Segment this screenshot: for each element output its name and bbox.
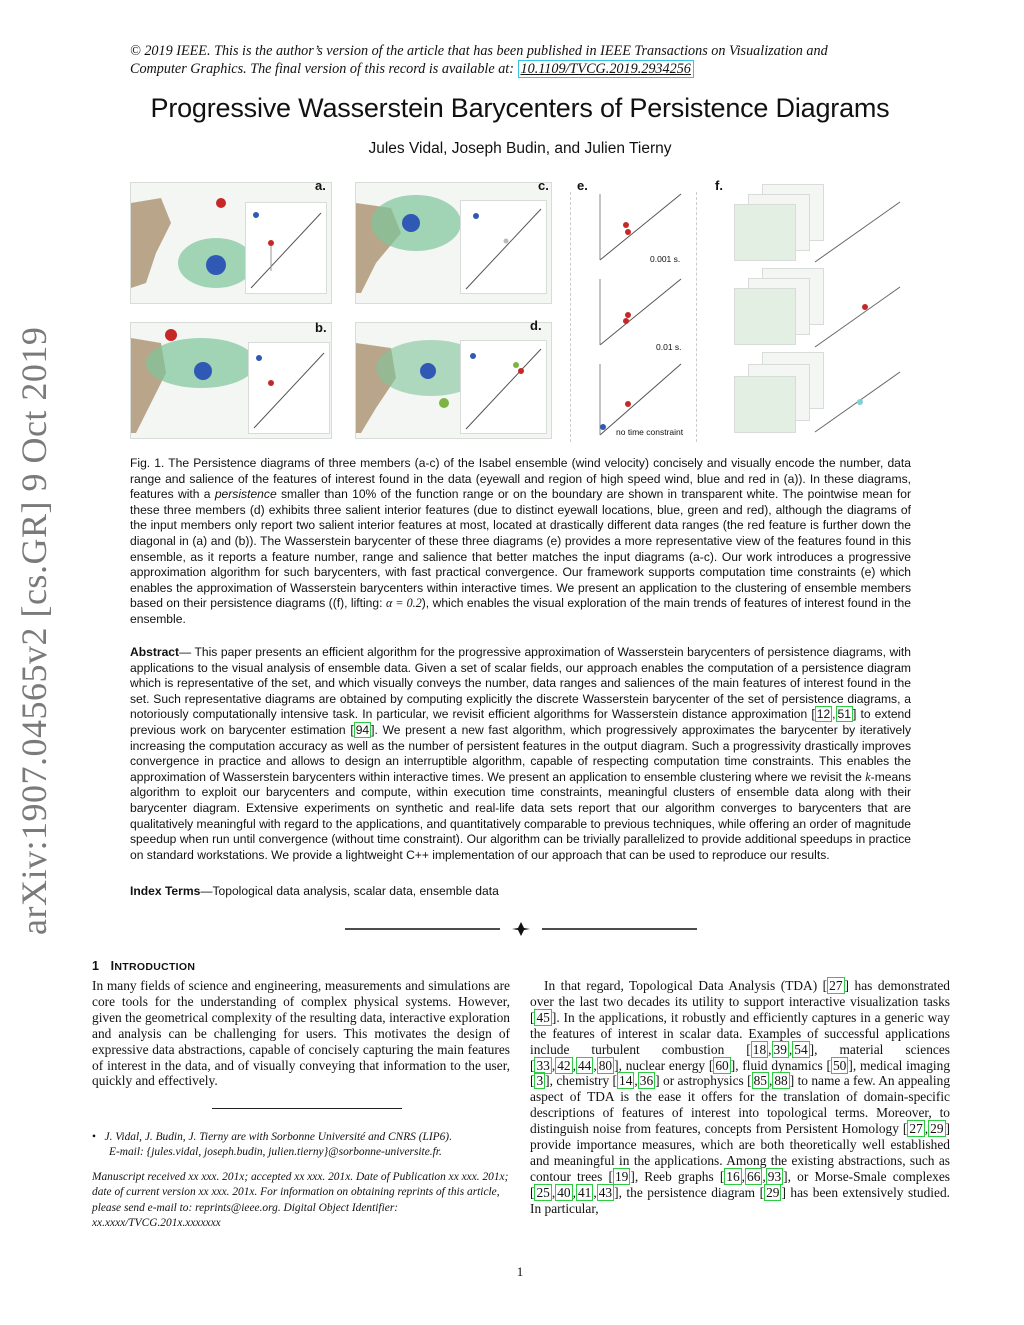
label-b: b.: [315, 320, 327, 335]
citation-29[interactable]: 29: [930, 1121, 944, 1137]
citation-12[interactable]: 12: [816, 707, 831, 722]
caption-persistence: persistence: [214, 487, 277, 502]
footnote-bullet: •: [92, 1131, 96, 1143]
p2-text-13: , or Morse-Smale complexes: [787, 1168, 950, 1184]
time-label-2: 0.01 s.: [656, 342, 682, 352]
diamond-ornament-icon: [512, 922, 530, 936]
citation-16[interactable]: 16: [726, 1168, 740, 1184]
p2-text-6: , fluid dynamics: [735, 1057, 823, 1073]
p2-text-11: provide importance measures, which are both theoretically well established and meaningful in the applications. Among the existing abstractions, such as contour trees: [530, 1137, 950, 1184]
panel-b-diagonal: [254, 353, 324, 428]
citation-85[interactable]: 85: [753, 1073, 767, 1089]
cluster-diagrams: [810, 182, 910, 442]
citation-29b[interactable]: 29: [766, 1184, 780, 1200]
doi-link[interactable]: 10.1109/TVCG.2019.2934256: [518, 60, 694, 78]
p2-text-2: has demonstrated over the last two decades its utility to support interactive visualization tasks: [530, 978, 950, 1009]
citation-44[interactable]: 44: [577, 1057, 592, 1073]
panel-b-diagram: [248, 342, 330, 434]
citation-51[interactable]: 51: [837, 707, 851, 722]
cluster-2-member-3: [734, 288, 796, 345]
manuscript-footnote: Manuscript received xx xxx. 201x; accepted xx xxx. 201x. Date of Publication xx xxx. 201x; date of current version xx xxx. 201x. For information on obtaining reprints of this article, please send e-mail to: reprints@ieee.org. Digital Object Identifier: xx.xxxx/TVCG.201x.xxxxxxx: [92, 1171, 509, 1230]
index-terms-text: —Topological data analysis, scalar data, ensemble data: [200, 884, 499, 898]
cluster-1-member-3: [734, 204, 796, 261]
p2-text-7: , medical imaging: [852, 1057, 951, 1073]
panel-d-point-red: [518, 368, 524, 374]
section-separator: [345, 921, 697, 937]
panel-c-diagram: [460, 200, 547, 294]
abstract-label: Abstract: [130, 645, 180, 659]
label-a: a.: [315, 178, 326, 193]
p2-text-3: . In the applications, it robustly and efficiently captures in a generic way the features of interest in scalar data. Examples of successful applications include turbulent combustion: [530, 1009, 950, 1057]
caption-text-3: ), which enables the visual exploration of the main trends of features of interest found in the ensemble.: [130, 596, 911, 626]
panel-e-separator-right: [696, 192, 697, 442]
citation-66[interactable]: 66: [747, 1168, 761, 1184]
caption-math: α = 0.2: [385, 596, 422, 611]
panel-b-point-blue: [256, 355, 262, 361]
section-title-initial: I: [110, 959, 115, 973]
panel-e-point-red-1b: [623, 222, 629, 228]
time-label-1: 0.001 s.: [650, 254, 681, 264]
caption-prefix: Fig. 1.: [130, 456, 165, 470]
page-number: 1: [516, 1264, 524, 1279]
panel-d-point-blue: [470, 353, 476, 359]
panel-e-diagram-2: [598, 277, 683, 347]
citation-40[interactable]: 40: [557, 1184, 571, 1200]
arxiv-stamp: arXiv:1907.04565v2 [cs.GR] 9 Oct 2019: [14, 326, 54, 935]
abstract-text-1: — This paper presents an efficient algorithm for the progressive approximation of Wasserstein barycenters of persistence diagrams, with applications to the visual analysis of ensemble data. Given a set of scalar fields, our approach enables the computation of a persistence diagram which is representative of the set, and which visually conveys the number, data ranges and saliences of the main features of interest found in the set. Such representative diagrams are obtained by computing explicitly the discrete Wasserstein barycenter of the set of persistence diagrams, a notoriously computationally intensive task. In particular, we revisit efficient algorithms for Wasserstein distance approximation: [130, 645, 911, 722]
panel-c-eye: [402, 214, 420, 232]
affiliation-line-1: [92, 1130, 510, 1145]
panel-c-diagram-plot: [461, 201, 546, 293]
panel-d-diagram-plot: [461, 341, 546, 433]
citation-33[interactable]: 33: [536, 1057, 550, 1073]
panel-a-diagram: [245, 202, 327, 294]
intro-paragraph-2: In that regard, Topological Data Analysis (TDA) [ 27 ] has demonstrated over the last two decades its utility to support interactive visualization tasks [ 45 ]. In the applications, it robustly and efficiently captures in a generic way the features of interest in scalar data. Examples of successful applications include turbulent combustion [ 18 , 39 , 54 ], material sciences [ 33 , 42 , 44 , 80 ], nuclear energy [ 60 ], fluid dynamics [ 50 ], medical imaging [ 3 ], chemistry [ 14 , 36 ] or astrophysics [ 85 , 88 ] to name a few. An appealing aspect of TDA is the ease it offers for the translation of domain-specific descriptions of features of interest into topological terms. Moreover, to distinguish noise from features, concepts from Persistent Homology [ 27 , 29 ] provide importance measures, which are both theoretically well established and meaningful in the applications. Among the existing abstractions, such as contour trees [ 19 ], Reeb graphs [ 16 , 66 , 93 ], or Morse-Smale complexes [ 25 , 40 , 41 , 43 ], the persistence diagram [ 29 ] has been extensively studied. In particular,: [530, 978, 951, 1216]
abstract-k-variable: k: [865, 769, 871, 784]
panel-e-diagram-1: [598, 192, 683, 262]
citation-27b[interactable]: 27: [909, 1121, 923, 1137]
citation-36[interactable]: 36: [639, 1073, 654, 1089]
panel-e-plot-2: [598, 277, 683, 347]
p2-text-12: , Reeb graphs: [634, 1168, 714, 1184]
panel-c-diagonal: [466, 209, 541, 289]
figure-caption: [130, 456, 911, 628]
panel-e-point-blue-3: [600, 424, 606, 430]
p2-text-15: has been extensively studied. In particular,: [530, 1184, 951, 1216]
caption-text-2: smaller than 10% of the function range or on the boundary are shown in transparent white. The pointwise mean for these three members (d) exhibits three salient interior features (due to distinct eyewall locations, blue, green and red), although the diagrams of the input members only report two salient interior features at most, located at drastically different data ranges (the red feature is further down the diagonal in (a) and (b)). The Wasserstein barycenter of these three diagrams (e) provides a more representative view of the features found in this ensemble, as it reports a feature number, range and salience that better matches the input diagrams (a-c). Our work introduces a progressive approximation algorithm for such barycenters, with fast practical convergence. Our framework supports computation time constraints (e) which enables the approximation of Wasserstein barycenters within interactive times. We present an application to the clustering of ensemble members based on their persistence diagrams ((f), lifting:: [130, 487, 911, 611]
citation-42[interactable]: 42: [557, 1057, 571, 1073]
abstract-text-3: . We present a new fast algorithm, which progressively approximates the barycenter by iteratively increasing the computation accuracy as well as the number of persistent features in the output diagram. Such a progressivity drastically improves convergence in practice and allows to design an interruptible algorithm, capable of respecting computation time constraints. This enables the approximation of Wasserstein barycenters within interactive times. We present an application to ensemble clustering where we revisit the: [130, 722, 911, 784]
panel-c-point-grey: [504, 239, 509, 244]
p2-text-9: or astrophysics: [663, 1073, 744, 1089]
notice-line-2: Computer Graphics. The final version of this record is available at: 10.1109/TVCG.2019.2934256: [130, 60, 920, 78]
citation-88[interactable]: 88: [774, 1073, 788, 1089]
panel-e-plot-1: [598, 192, 683, 262]
label-e: e.: [577, 178, 588, 193]
affiliation-text: J. Vidal, J. Budin, J. Tierny are with Sorbonne Université and CNRS (LIP6).: [104, 1131, 452, 1143]
panel-a-diagram-plot: [246, 203, 326, 293]
p2-text-10: to name a few. An appealing aspect of TDA is the ease it offers for the translation of domain-specific descriptions of features of interest into topological terms. Moreover, to distinguish noise from features, concepts from Persistent Homology: [530, 1073, 951, 1137]
panel-b-red-feature: [165, 329, 177, 341]
citation-43[interactable]: 43: [598, 1184, 613, 1200]
abstract-text-4: -means algorithm to exploit our barycenters and compute, within execution time constraints, meaningful clusters of ensemble data along with their barycenter diagram. Extensive experiments on synthetic and real-life data sets report that our algorithm converges to barycenters that are qualitatively meaningful with regard to the applications, and quantitatively comparable to previous techniques, while offering an order of magnitude speedup when run until convergence (without time constraint). Our algorithm can be trivially parallelized to provide additional speedups in practice on standard workstations. We provide a lightweight C++ implementation of our approach that can be used to reproduce our results.: [130, 769, 911, 862]
p2-text-8: , chemistry: [549, 1073, 610, 1089]
citation-3[interactable]: 3: [536, 1073, 544, 1089]
citation-50[interactable]: 50: [832, 1057, 847, 1073]
cluster-2-diagonal: [815, 287, 900, 347]
notice-line-1: © 2019 IEEE. This is the author’s version of the article that has been published in IEEE Transactions on Visualization and: [130, 43, 828, 59]
citation-19[interactable]: 19: [614, 1168, 629, 1184]
panel-e-diagonal-2: [600, 279, 681, 345]
panel-e-point-red-2: [625, 312, 631, 318]
section-heading-introduction: [92, 959, 195, 973]
panel-d-point-green: [513, 362, 519, 368]
citation-14[interactable]: 14: [619, 1073, 633, 1089]
label-c: c.: [538, 178, 549, 193]
copyright-notice: [130, 42, 920, 78]
author-affiliation-footnote: [92, 1130, 510, 1160]
panel-e-separator-left: [570, 192, 571, 442]
panel-d-diagonal: [466, 349, 541, 429]
panel-a-coast: [131, 198, 171, 288]
p2-text-1: In that regard, Topological Data Analysis (TDA): [544, 978, 818, 993]
citation-27[interactable]: 27: [829, 978, 843, 993]
citation-45[interactable]: 45: [536, 1009, 550, 1025]
panel-d-diagram: [460, 340, 547, 434]
citation-25[interactable]: 25: [536, 1184, 550, 1200]
panel-a-eye: [206, 255, 226, 275]
panel-a-point-red: [268, 240, 274, 246]
panel-e-point-red-2b: [623, 318, 629, 324]
citation-60[interactable]: 60: [715, 1057, 729, 1073]
panel-b-diagram-plot: [249, 343, 329, 433]
panel-e-diagonal-3: [600, 364, 684, 437]
panel-b-point-red: [268, 380, 274, 386]
panel-e-point-red-1: [625, 229, 631, 235]
citation-93[interactable]: 93: [767, 1168, 782, 1184]
index-terms-label: Index Terms: [130, 884, 201, 898]
cluster-2-point-red: [862, 304, 868, 310]
panel-d-green-feature: [439, 398, 449, 408]
panel-a-red-feature: [216, 198, 226, 208]
citation-80[interactable]: 80: [598, 1057, 613, 1073]
p2-text-14: , the persistence diagram: [618, 1184, 756, 1200]
footnote-rule: [212, 1108, 402, 1109]
citation-41[interactable]: 41: [577, 1184, 592, 1200]
author-list: Jules Vidal, Joseph Budin, and Julien Tierny: [368, 140, 672, 157]
p2-text-4: , material sciences: [814, 1041, 950, 1057]
time-label-3: no time constraint: [616, 427, 684, 437]
panel-d-eye: [420, 363, 436, 379]
cluster-1-diagonal: [815, 202, 900, 262]
section-number: 1: [92, 959, 100, 973]
teaser-figure: [130, 172, 910, 442]
cluster-3-point-cyan: [857, 399, 863, 405]
abstract: Abstract— This paper presents an efficient algorithm for the progressive approximation of Wasserstein barycenters of persistence diagrams, with applications to the visual analysis of ensemble data. Given a set of scalar fields, our approach enables the computation of a persistence diagram which is representative of the set, and which visually conveys the number, data ranges and saliences of the main features of interest found in the set. Such representative diagrams are obtained by computing explicitly the discrete Wasserstein barycenter of the set of persistence diagrams, a notoriously computationally intensive task. In particular, we revisit efficient algorithms for Wasserstein distance approximation [ 12 , 51 ] to extend previous work on barycenter estimation [ 94 ]. We present a new fast algorithm, which progressively approximates the barycenter by iteratively increasing the computation accuracy as well as the number of persistent features in the output diagram. Such a progressivity drastically improves convergence in practice and allows to design an interruptible algorithm, capable of respecting computation time constraints. This enables the approximation of Wasserstein barycenters within interactive times. We present an application to ensemble clustering where we revisit the k-means algorithm to exploit our barycenters and compute, within execution time constraints, meaningful clusters of ensemble data along with their barycenter diagram. Extensive experiments on synthetic and real-life data sets report that our algorithm converges to barycenters that are qualitatively meaningful with regard to the applications, and quantitatively comparable to previous techniques, while offering an order of magnitude speedup when run until convergence (without time constraint). Our algorithm can be trivially parallelized to provide additional speedups in practice on standard workstations. We provide a lightweight C++ implementation of our approach that can be used to reproduce our results.: [130, 645, 911, 862]
abstract-text-2: to extend previous work on barycenter estimation: [130, 707, 911, 737]
cluster-3-member-3: [734, 376, 796, 433]
intro-paragraph-1: In many fields of science and engineering, measurements and simulations are core tools for the understanding of complex physical systems. However, given the geometrical complexity of the resulting data, interactive exploration and analysis can be challenging for users. This motivates the design of expressive data abstractions, capable of concisely capturing the main features of interest in the data, and of visually conveying that information to the user, quickly and effectively.: [92, 978, 510, 1089]
panel-e-diagonal-1: [600, 194, 681, 260]
affiliation-line-2: E-mail: {jules.vidal, joseph.budin, julien.tierny}@sorbonne-universite.fr.: [109, 1146, 442, 1158]
citation-94[interactable]: 94: [355, 722, 370, 737]
panel-e-diagram-3: [598, 362, 683, 437]
panel-e-plot-3: [598, 362, 683, 437]
section-title-rest: NTRODUCTION: [114, 961, 196, 973]
citation-54[interactable]: 54: [794, 1041, 808, 1057]
panel-c-point-blue: [473, 213, 479, 219]
label-f: f.: [715, 178, 723, 193]
paper-title: Progressive Wasserstein Barycenters of Persistence Diagrams: [150, 93, 890, 123]
panel-a-point-blue: [253, 212, 259, 218]
panel-a-diagonal: [251, 213, 321, 288]
label-d: d.: [530, 318, 542, 333]
p2-text-5: , nuclear energy: [618, 1057, 706, 1073]
caption-text-1: The Persistence diagrams of three members (a-c) of the Isabel ensemble (wind velocity) concisely and visually encode the number, data range and salience of the features of interest found in the data (eyewall and region of high speed wind, blue and red in (a)). In these diagrams, features with a: [130, 456, 911, 502]
panel-e-point-red-3: [625, 401, 631, 407]
citation-18[interactable]: 18: [752, 1041, 767, 1057]
index-terms: [130, 884, 911, 898]
citation-39[interactable]: 39: [773, 1041, 787, 1057]
panel-b-eye: [194, 362, 212, 380]
